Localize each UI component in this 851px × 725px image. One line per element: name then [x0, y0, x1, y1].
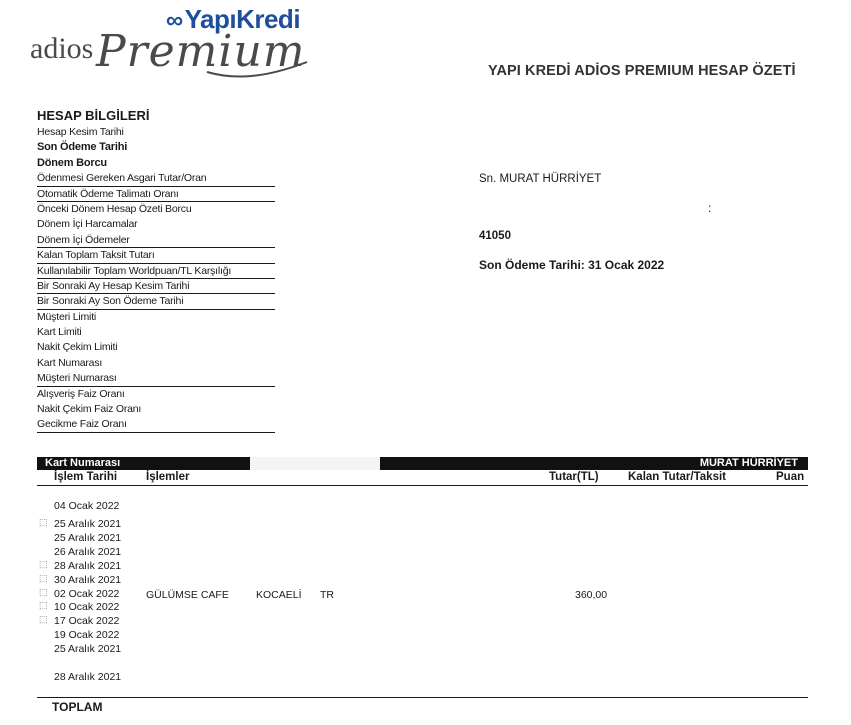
account-info-row: Dönem İçi Ödemeler: [37, 233, 275, 248]
merchant-country: TR: [320, 589, 334, 601]
column-date: İşlem Tarihi: [54, 471, 118, 483]
account-info-row: Bir Sonraki Ay Son Ödeme Tarihi: [37, 294, 275, 309]
account-info-title: HESAP BİLGİLERİ: [37, 108, 150, 123]
cardholder-bar: MURAT HÜRRİYET: [380, 457, 808, 470]
account-info-row: Otomatik Ödeme Talimatı Oranı: [37, 187, 275, 202]
transaction-date: 26 Aralık 2021: [54, 546, 122, 558]
account-info-row: Hesap Kesim Tarihi: [37, 126, 124, 138]
transaction-amount: 360,00: [575, 589, 608, 601]
merchant-name: GÜLÜMSE CAFE: [146, 589, 229, 601]
total-label: TOPLAM: [52, 700, 103, 714]
transaction-date: 25 Aralık 2021: [54, 643, 122, 655]
transaction-date: 28 Aralık 2021: [54, 560, 122, 572]
account-info-row: Müşteri Numarası: [37, 371, 275, 386]
due-date-text: Son Ödeme Tarihi: 31 Ocak 2022: [479, 258, 665, 272]
card-number-value-masked: [250, 457, 380, 470]
account-info-row: Kullanılabilir Toplam Worldpuan/TL Karşılığı: [37, 264, 275, 279]
transaction-date: 28 Aralık 2021: [54, 671, 122, 683]
account-info-row: Dönem İçi Harcamalar: [37, 218, 138, 231]
account-info-row: Nakit Çekim Faiz Oranı: [37, 403, 142, 416]
merchant-city: KOCAELİ: [256, 589, 302, 601]
receipt-mark-icon: ⬚: [39, 600, 48, 610]
premium-swash-icon: [205, 58, 310, 80]
account-code: 41050: [479, 230, 511, 242]
transaction-date: 17 Ocak 2022: [54, 615, 120, 627]
receipt-mark-icon: ⬚: [39, 573, 48, 583]
colon-mark: :: [708, 201, 712, 215]
receipt-mark-icon: ⬚: [39, 587, 48, 597]
account-info-row: Ödenmesi Gereken Asgari Tutar/Oran: [37, 171, 275, 186]
transaction-date: 10 Ocak 2022: [54, 601, 120, 613]
yapikredi-symbol-icon: ∞: [166, 7, 183, 34]
account-info-row: Müşteri Limiti: [37, 310, 97, 323]
column-description: İşlemler: [146, 471, 190, 483]
column-remaining: Kalan Tutar/Taksit: [628, 471, 726, 483]
receipt-mark-icon: ⬚: [39, 559, 48, 569]
account-info-row: Kart Numarası: [37, 356, 103, 369]
transaction-date: 25 Aralık 2021: [54, 518, 122, 530]
logo-word-premium: Premium: [96, 26, 306, 77]
column-amount: Tutar(TL): [549, 471, 599, 483]
card-number-bar: Kart Numarası: [37, 457, 250, 470]
account-info-row: Kart Limiti: [37, 326, 82, 339]
column-points: Puan: [776, 471, 805, 483]
transaction-date: 30 Aralık 2021: [54, 574, 122, 586]
account-info-row: Gecikme Faiz Oranı: [37, 417, 275, 432]
transaction-date: 02 Ocak 2022: [54, 588, 120, 600]
customer-name: Sn. MURAT HÜRRİYET: [479, 173, 602, 185]
transaction-date: 19 Ocak 2022: [54, 629, 120, 641]
total-divider: [37, 697, 808, 698]
account-info-row: Alışveriş Faiz Oranı: [37, 387, 125, 400]
account-info-row: Dönem Borcu: [37, 156, 107, 169]
account-info-row: Son Ödeme Tarihi: [37, 141, 128, 154]
receipt-mark-icon: ⬚: [39, 614, 48, 624]
transaction-date: 25 Aralık 2021: [54, 532, 122, 544]
receipt-mark-icon: ⬚: [39, 517, 48, 527]
account-info-row: Bir Sonraki Ay Hesap Kesim Tarihi: [37, 279, 275, 294]
bank-name: YapıKredi: [184, 4, 301, 34]
document-title: YAPI KREDİ ADİOS PREMIUM HESAP ÖZETİ: [488, 63, 796, 79]
transaction-date: 04 Ocak 2022: [54, 500, 120, 512]
logo-word-adios: adios: [30, 32, 94, 65]
account-info-row: Kalan Toplam Taksit Tutarı: [37, 248, 275, 263]
account-info-list: [37, 125, 275, 433]
account-info-row: Nakit Çekim Limiti: [37, 341, 118, 354]
account-info-row: Önceki Dönem Hesap Özeti Borcu: [37, 202, 192, 215]
header-divider: [37, 485, 808, 486]
